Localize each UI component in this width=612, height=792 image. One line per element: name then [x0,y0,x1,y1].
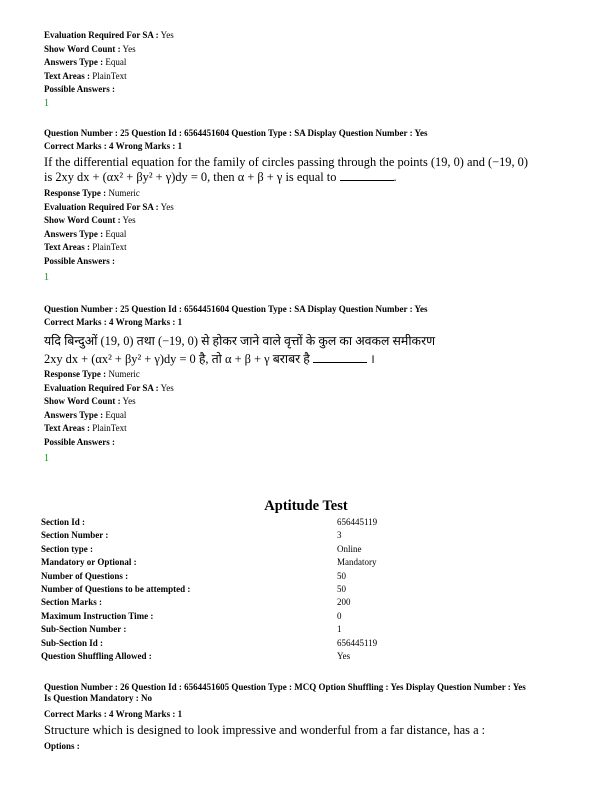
text-areas-row: Text Areas : PlainText [44,242,127,252]
response-type-row: Response Type : Numeric [44,369,140,379]
section-row-value: Yes [337,651,351,662]
word-count-row: Show Word Count : Yes [44,215,136,225]
question-header: Question Number : 25 Question Id : 6564451604 Question Type : SA Display Question Number : Yes [44,304,428,314]
section-row-key: Section Number : [41,530,109,541]
answers-type-row: Answers Type : Equal [44,409,127,420]
response-type-row: Response Type : Numeric [44,188,140,198]
section-row-key: Question Shuffling Allowed : [41,651,152,662]
question-text-line2: is 2xy dx + (αx² + βy² + γ)dy = 0, then α + β + γ is equal to . [44,170,397,184]
possible-answers-row: Possible Answers : [44,255,116,266]
section-row-key: Number of Questions to be attempted : [41,584,191,595]
marks-row: Correct Marks : 4 Wrong Marks : 1 [44,709,183,719]
question-text-line2: 2xy dx + (αx² + βy² + γ)dy = 0 है, तो α + β + γ बराबर है । [44,352,375,366]
section-row [41,516,377,529]
question-text: Structure which is designed to look impressive and wonderful from a far distance, has a : [44,723,486,737]
mandatory-row: Is Question Mandatory : No [44,693,153,703]
section-row [41,583,377,596]
text-areas-row: Text Areas : PlainText [44,423,127,433]
section-row-key: Section Id : [41,517,86,527]
question-header: Question Number : 25 Question Id : 6564451604 Question Type : SA Display Question Number : Yes [44,128,428,138]
section-row-key: Number of Questions : [41,570,129,581]
section-row-key: Mandatory or Optional : [41,557,137,568]
section-row [41,637,377,650]
section-row-key: Maximum Instruction Time : [41,610,154,621]
section-title: Aptitude Test [264,498,348,514]
section-row-value: 200 [337,597,351,608]
section-row [41,543,377,556]
section-row-value: 0 [337,610,342,621]
section-row-key: Sub-Section Id : [41,637,104,648]
section-row [41,610,377,623]
marks-row: Correct Marks : 4 Wrong Marks : 1 [44,141,183,151]
answer-blank [340,170,394,181]
answer-value: 1 [44,97,49,109]
text-areas-row: Text Areas : PlainText [44,70,127,81]
section-row-value: 50 [337,584,346,595]
section-row [41,596,377,609]
answers-type-row: Answers Type : Equal [44,228,127,239]
section-row-key: Sub-Section Number : [41,624,127,635]
section-row [41,556,377,569]
section-row-value: 1 [337,624,342,635]
options-label: Options : [44,741,80,751]
possible-answers-row: Possible Answers : [44,84,116,94]
section-row [41,623,377,636]
section-row-value: 656445119 [337,637,378,648]
section-row [41,570,377,583]
question-26 [44,682,584,754]
eval-row: Evaluation Required For SA : Yes [44,201,174,212]
top-fragment [44,29,584,111]
answer-value: 1 [44,272,49,283]
section-row [41,529,377,542]
question-25-hindi [44,303,584,466]
possible-answers-row: Possible Answers : [44,436,116,447]
section-row-key: Section Marks : [41,597,102,608]
marks-row: Correct Marks : 4 Wrong Marks : 1 [44,317,183,327]
answers-type-row: Answers Type : Equal [44,57,127,67]
section-row-value: Online [337,543,362,554]
section-row-value: 3 [337,530,342,541]
section-row-value: 656445119 [337,517,378,527]
section-row-value: Mandatory [337,557,377,568]
question-text-line1: यदि बिन्दुओं (19, 0) तथा (−19, 0) से होकर जाने वाले वृत्तों के कुल का अवकल समीकरण [44,334,436,348]
section-row-key: Section type : [41,543,93,554]
answer-blank [313,352,367,363]
eval-row: Evaluation Required For SA : Yes [44,30,174,40]
section-row [41,650,377,663]
eval-row: Evaluation Required For SA : Yes [44,382,174,393]
section-row-value: 50 [337,570,346,581]
question-header: Question Number : 26 Question Id : 6564451605 Question Type : MCQ Option Shuffling : Yes Display Question Number : Yes [44,682,526,692]
answer-value: 1 [44,453,49,464]
word-count-row: Show Word Count : Yes [44,43,136,54]
section-details-table [41,516,377,663]
question-25-english [44,127,584,285]
word-count-row: Show Word Count : Yes [44,396,136,406]
question-text-line1: If the differential equation for the family of circles passing through the points (19, 0) and (−19, 0) [44,155,529,169]
